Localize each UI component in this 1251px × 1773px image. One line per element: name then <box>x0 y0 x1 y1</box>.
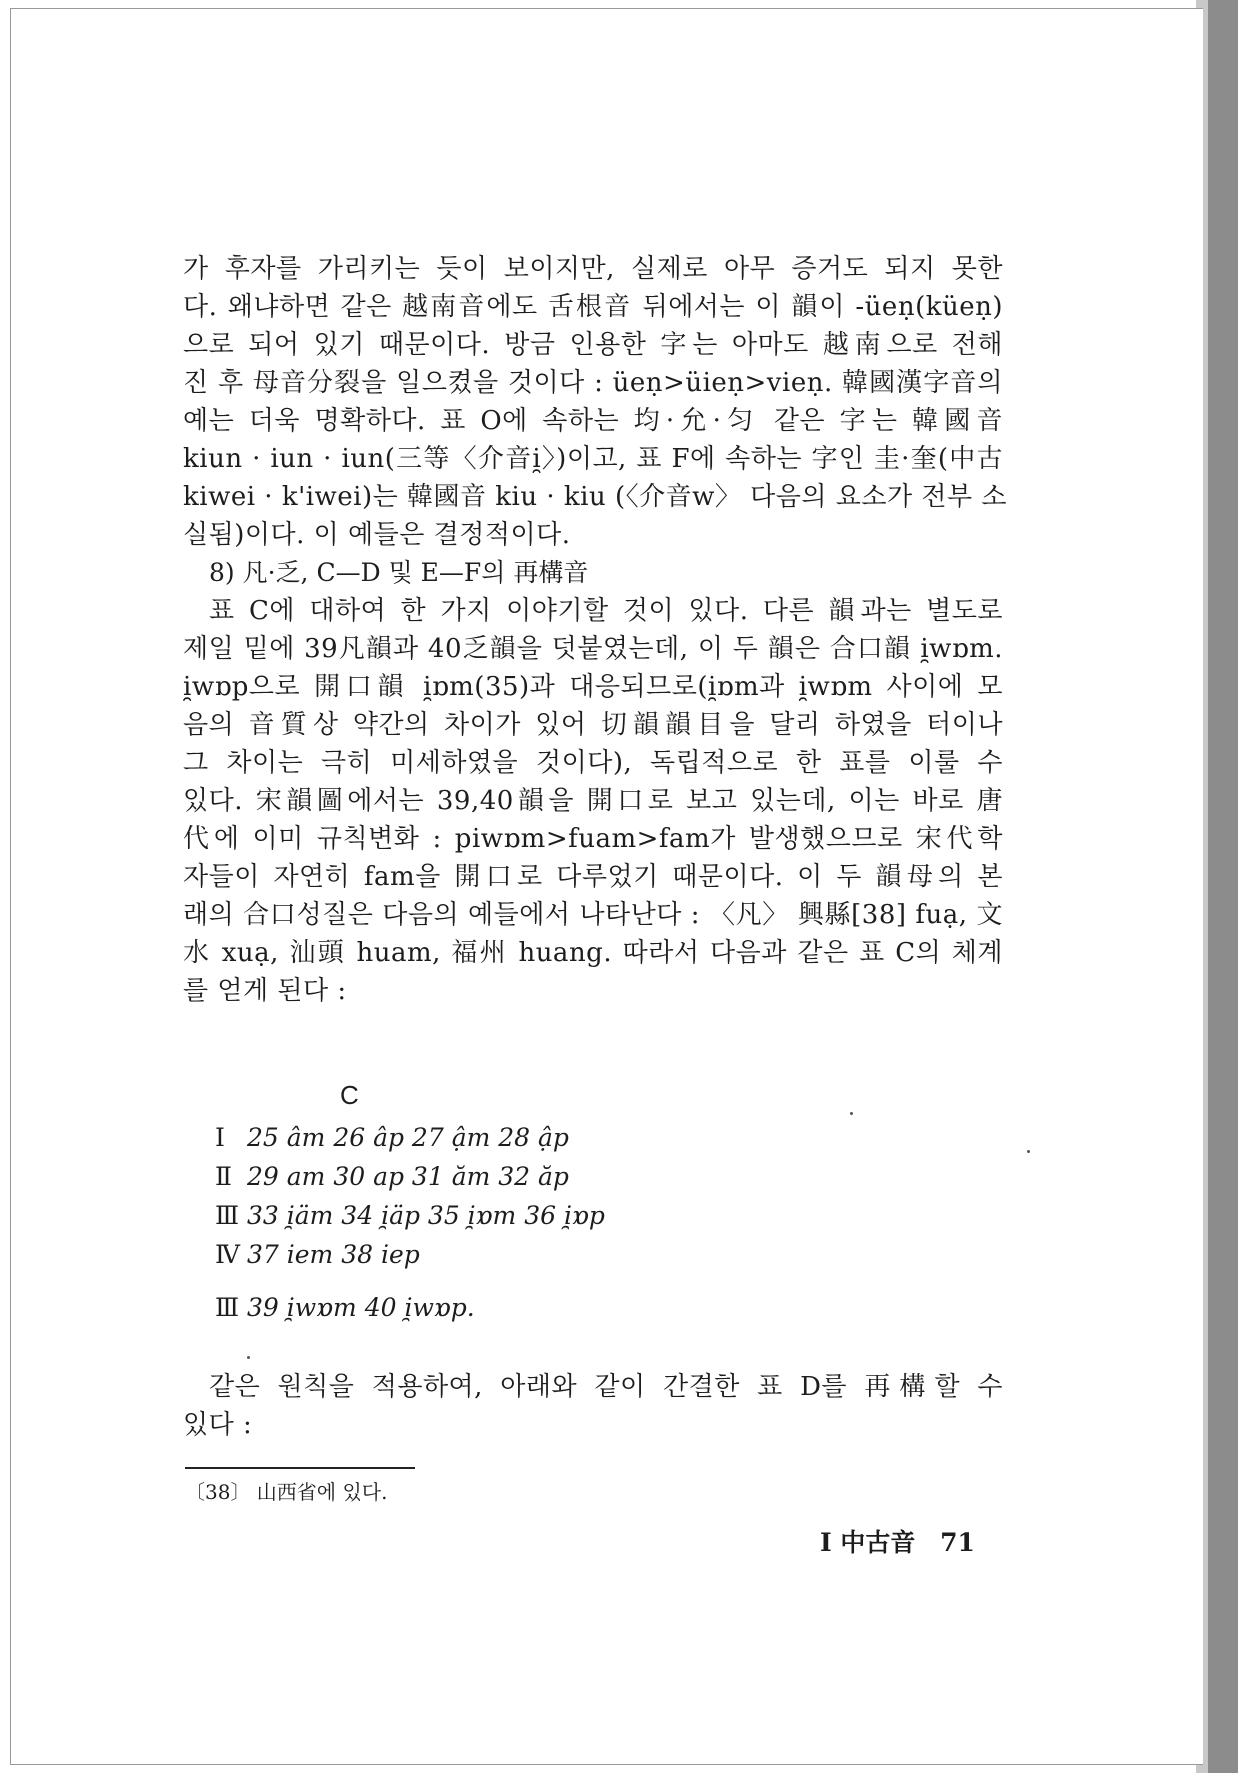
main-text <box>183 250 1007 1010</box>
paragraph-line: kiwei · k'iwei)는 韓國音 kiu · kiu (〈介音w〉 다음의 요소가 전부 소 <box>183 482 1007 512</box>
section-line: 그 차이는 극히 미세하였을 것이다), 독립적으로 한 표를 이룰 수 <box>183 748 1003 778</box>
row-grade: Ⅱ <box>215 1162 232 1191</box>
table-title: C <box>340 1080 359 1110</box>
section-line: 표 C에 대하여 한 가지 이야기할 것이 있다. 다른 韻과는 별도로 <box>209 596 1003 626</box>
row-grade: Ⅳ <box>215 1240 240 1269</box>
section-line: 代에 이미 규칙변화 : piwɒm>fuam>fam가 발생했으므로 宋代학 <box>183 824 1003 854</box>
running-footer <box>820 1523 975 1559</box>
section-line: 있다. 宋韻圖에서는 39,40韻을 開口로 보고 있는데, 이는 바로 唐 <box>183 786 1003 816</box>
paragraph-line: 진 후 母音分裂을 일으켰을 것이다 : üeṇ>üieṇ>vieṇ. 韓國漢字音의 <box>183 368 1003 398</box>
section-line: 음의 音質상 약간의 차이가 있어 切韻韻目을 달리 하였을 터이나 <box>183 710 1003 740</box>
footnote: 〔38〕 山西省에 있다. <box>185 1480 388 1504</box>
table-row <box>215 1201 605 1230</box>
row-content: 37 iem 38 iep <box>247 1240 420 1269</box>
print-speck <box>850 1112 853 1115</box>
after-text <box>183 1368 1003 1444</box>
paragraph-line: kiun · iun · iun(三等〈介音i̯〉)이고, 표 F에 속하는 字인 圭·奎(中古 <box>183 444 1003 474</box>
row-content: 33 i̯äm 34 i̯äp 35 i̯ɒm 36 i̯ɒp <box>247 1201 605 1230</box>
row-content: 29 am 30 ap 31 ăm 32 ăp <box>247 1162 569 1191</box>
print-speck <box>1027 1150 1030 1153</box>
section-line: 래의 合口성질은 다음의 예들에서 나타난다 : 〈凡〉 興縣[38] fuạ, 文 <box>183 900 1003 930</box>
page-shadow <box>1208 0 1238 1773</box>
section-heading: 8) 凡·乏, C—D 및 E—F의 再構音 <box>209 558 589 587</box>
print-speck <box>247 1356 250 1359</box>
section-line: 제일 밑에 39凡韻과 40乏韻을 덧붙였는데, 이 두 韻은 合口韻 i̯wɒm. <box>183 634 1003 664</box>
paragraph-line: 예는 더욱 명확하다. 표 O에 속하는 均·允·匀 같은 字는 韓國音 <box>183 406 1003 436</box>
row-grade: Ⅲ <box>215 1293 240 1322</box>
row-grade: Ⅲ <box>215 1201 240 1230</box>
page-number: 71 <box>940 1528 975 1557</box>
table-row <box>215 1293 475 1322</box>
section-line: 자들이 자연히 fam을 開口로 다루었기 때문이다. 이 두 韻母의 본 <box>183 862 1003 892</box>
section-line: i̯wɒp으로 開口韻 i̯ɒm(35)과 대응되므로(i̯ɒm과 i̯wɒm 사이에 모 <box>183 672 1003 702</box>
paragraph-line: 으로 되어 있기 때문이다. 방금 인용한 字는 아마도 越南으로 전해 <box>183 330 1003 360</box>
table-row <box>215 1240 420 1269</box>
row-grade: Ⅰ <box>215 1123 225 1152</box>
table-row <box>215 1123 569 1152</box>
paragraph-line: 가 후자를 가리키는 듯이 보이지만, 실제로 아무 증거도 되지 못한 <box>183 254 1003 284</box>
after-line: 같은 원칙을 적용하여, 아래와 같이 간결한 표 D를 再構할 수 <box>209 1372 1003 1402</box>
section-line: 를 얻게 된다 : <box>183 976 347 1006</box>
after-line: 있다 : <box>183 1410 253 1440</box>
row-content: 39 i̯wɒm 40 i̯wɒp. <box>247 1293 475 1322</box>
paragraph-line: 다. 왜냐하면 같은 越南音에도 舌根音 뒤에서는 이 韻이 -üeṇ(küeṇ) <box>183 292 1003 322</box>
chapter-label: Ⅰ 中古音 <box>820 1528 916 1557</box>
table-row <box>215 1162 569 1191</box>
section-line: 水 xuạ, 汕頭 huam, 福州 huang. 따라서 다음과 같은 표 C의 체계 <box>183 938 1003 968</box>
footnote-divider <box>185 1467 415 1469</box>
paragraph-line: 실됨)이다. 이 예들은 결정적이다. <box>183 520 571 550</box>
row-content: 25 âm 26 âp 27 ậm 28 ập <box>247 1123 569 1152</box>
